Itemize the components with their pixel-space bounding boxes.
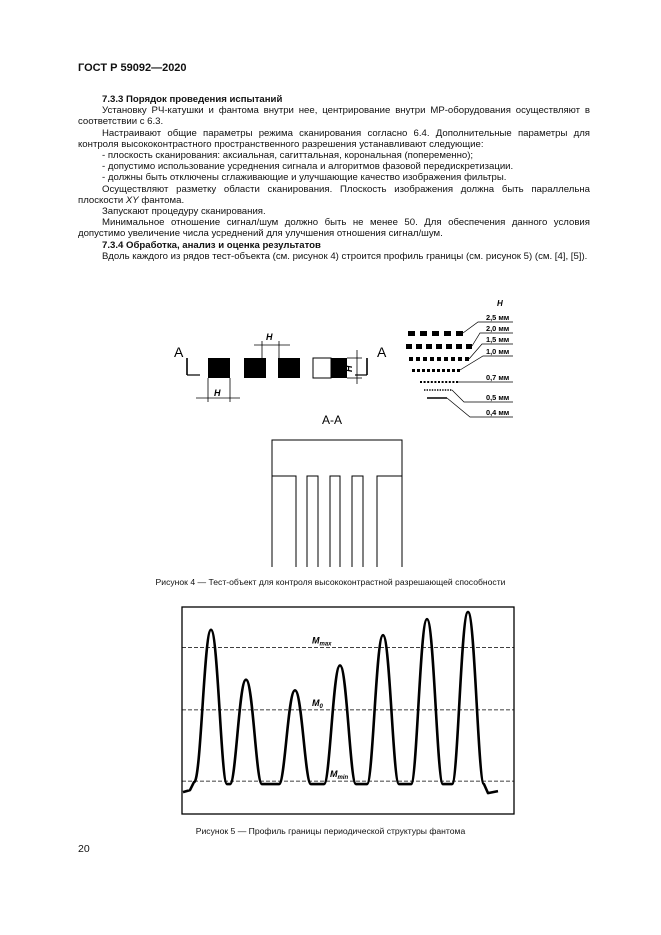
marker-a-right: A <box>377 344 387 360</box>
marker-a-left: A <box>174 344 184 360</box>
section-heading: 7.3.3 Порядок проведения испытаний <box>102 94 283 105</box>
section-title: А-А <box>322 413 343 427</box>
page-number: 20 <box>78 843 90 855</box>
size-header: H <box>497 299 503 308</box>
figure-4-caption: Рисунок 4 — Тест-объект для контроля высококонтрастной разрешающей способности <box>155 577 506 587</box>
section-heading: 7.3.4 Обработка, анализ и оценка результатов <box>102 239 321 251</box>
paragraph: Настраивают общие параметры режима сканирования согласно 6.4. Дополнительные параметры для контроля высококонтрастного пространственного разрешения устанавливают следующие: <box>78 127 590 150</box>
profile-curve <box>183 612 498 793</box>
paragraph: Осуществляют разметку области сканирования. Плоскость изображения должна быть параллельна плоскости XY фантома. <box>78 183 590 206</box>
list-item: - плоскость сканирования: аксиальная, сагиттальная, корональная (попеременно); <box>102 150 474 162</box>
list-item: - должны быть отключены сглаживающие и улучшающие качество изображения фильтры. <box>102 172 507 184</box>
document-header: ГОСТ Р 59092—2020 <box>78 62 187 74</box>
size-label: 0,5 мм <box>486 393 510 402</box>
size-label: 1,5 мм <box>486 335 510 344</box>
paragraph: Установку РЧ-катушки и фантома внутри нее, центрирование внутри МР-оборудования осуществляют в соответствии с 6.3. <box>78 105 590 128</box>
size-label: 2,0 мм <box>486 324 510 333</box>
figure-5-caption: Рисунок 5 — Профиль границы периодической структуры фантома <box>195 826 466 836</box>
size-label: 0,7 мм <box>486 373 510 382</box>
paragraph: Вдоль каждого из рядов тест-объекта (см. рисунок 4) строится профиль границы (см. рисунок 5) (см. [4], [5]). <box>102 250 588 262</box>
paragraph: Запускают процедуру сканирования. <box>102 206 266 218</box>
label-m-min: $M_{min}$ <box>330 769 349 782</box>
size-label: 1,0 мм <box>486 347 510 356</box>
svg-text:H: H <box>344 365 354 372</box>
svg-text:H: H <box>266 332 273 342</box>
list-item: - допустимо использование усреднения сигнала и алгоритмов фазовой передискретизации. <box>102 161 514 173</box>
svg-text:H: H <box>214 388 221 398</box>
label-m-zero: $M_0$ <box>312 697 323 710</box>
label-m-max: $M_{max}$ <box>312 635 332 648</box>
size-label: 0,4 мм <box>486 408 510 417</box>
paragraph: Минимальное отношение сигнал/шум должно быть не менее 50. Для обеспечения данного условия допустимо увеличение числа усреднений для улучшения отношения сигнал/шум. <box>78 217 590 240</box>
size-label: 2,5 мм <box>486 313 510 322</box>
